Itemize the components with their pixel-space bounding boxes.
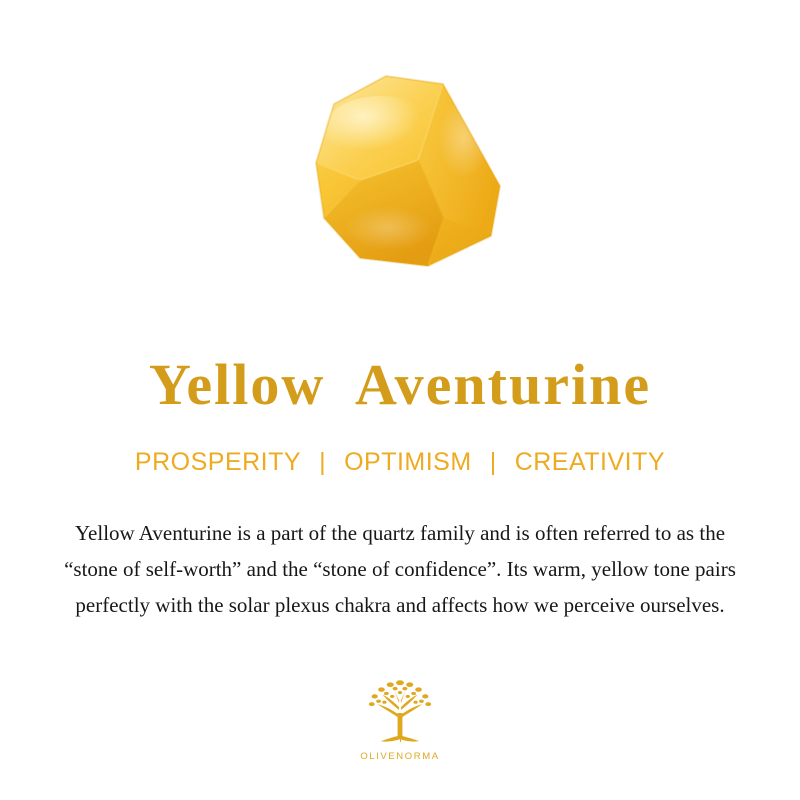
tree-of-life-icon — [361, 674, 439, 748]
brand-name: OLIVENORMA — [360, 751, 440, 762]
stone-image — [0, 18, 800, 318]
yellow-aventurine-stone-illustration — [268, 68, 533, 268]
brand-logo — [0, 674, 800, 762]
page-title: Yellow Aventurine — [148, 352, 652, 417]
keyword-list — [131, 448, 669, 477]
stone-svg — [268, 68, 533, 283]
keyword-separator-1: | — [319, 448, 327, 476]
keyword-separator-2: | — [489, 448, 497, 476]
stone-description: Yellow Aventurine is a part of the quartz family and is often referred to as the “stone of self-worth” and the “stone of confidence”. Its warm, yellow tone pairs perfectly with the solar plexus chakra and affects how we perceive ourselves. — [64, 521, 736, 618]
keyword-prosperity: PROSPERITY — [134, 448, 302, 476]
keyword-creativity: CREATIVITY — [514, 448, 666, 476]
keyword-optimism: OPTIMISM — [344, 448, 472, 476]
